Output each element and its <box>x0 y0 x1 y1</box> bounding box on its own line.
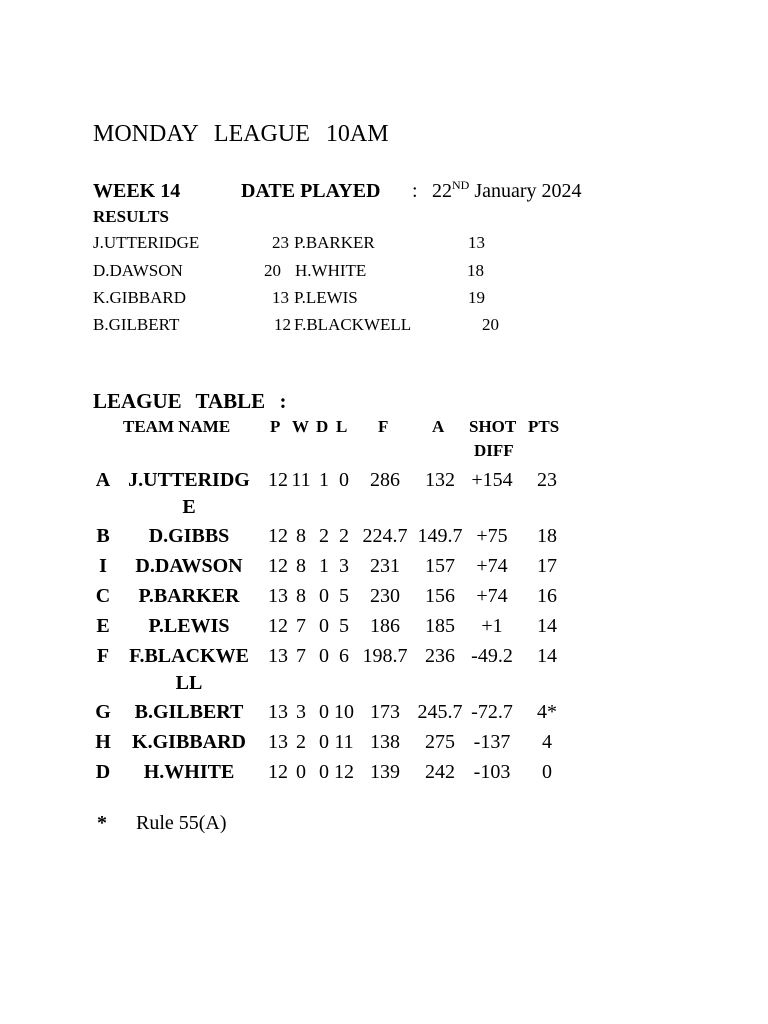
row-drawn: 0 <box>319 701 329 723</box>
row-lost: 5 <box>339 585 349 607</box>
row-shots-for: 186 <box>370 615 400 637</box>
row-shots-for: 139 <box>370 761 400 783</box>
row-shots-against: 275 <box>425 731 455 753</box>
row-position-letter: D <box>95 761 111 783</box>
row-shot-diff: +154 <box>471 469 513 491</box>
row-shot-diff: +1 <box>481 615 503 637</box>
row-won: 11 <box>291 469 311 491</box>
result-home-player: D.DAWSON <box>93 261 183 280</box>
row-shots-for: 138 <box>370 731 400 753</box>
row-drawn: 0 <box>319 761 329 783</box>
row-position-letter: G <box>95 701 111 723</box>
row-shot-diff: +75 <box>476 525 508 547</box>
row-won: 8 <box>296 555 306 577</box>
header-p: P <box>270 417 281 436</box>
row-points: 0 <box>542 761 552 783</box>
row-lost: 11 <box>334 731 354 753</box>
row-played: 12 <box>268 761 288 783</box>
row-shots-for: 231 <box>370 555 400 577</box>
footnote-text: Rule 55(A) <box>136 812 227 834</box>
date-played-label: DATE PLAYED <box>241 180 381 202</box>
result-away-player: F.BLACKWELL <box>294 315 412 334</box>
row-shots-against: 132 <box>425 469 455 491</box>
row-team-name-continued: LL <box>175 672 203 694</box>
result-home-player: K.GIBBARD <box>93 288 187 307</box>
row-team-name: P.BARKER <box>138 585 240 607</box>
row-points: 14 <box>537 645 557 667</box>
row-shot-diff: -49.2 <box>471 645 513 667</box>
row-played: 13 <box>268 645 288 667</box>
row-won: 8 <box>296 525 306 547</box>
result-home-score: 23 <box>272 233 289 252</box>
row-shots-against: 245.7 <box>417 701 463 723</box>
header-d: D <box>316 417 329 436</box>
row-points: 4 <box>542 731 552 753</box>
row-played: 12 <box>268 525 288 547</box>
row-shots-for: 286 <box>370 469 400 491</box>
header-f: F <box>378 417 389 436</box>
row-played: 12 <box>268 615 288 637</box>
row-drawn: 0 <box>319 585 329 607</box>
row-shots-against: 157 <box>425 555 455 577</box>
row-shots-for: 224.7 <box>362 525 408 547</box>
result-home-player: B.GILBERT <box>93 315 180 334</box>
row-points: 14 <box>537 615 557 637</box>
row-position-letter: B <box>96 525 110 547</box>
result-away-score: 19 <box>468 288 485 307</box>
row-shots-against: 156 <box>425 585 455 607</box>
header-w: W <box>292 417 309 436</box>
row-shots-for: 198.7 <box>362 645 408 667</box>
row-won: 7 <box>296 615 306 637</box>
header-a: A <box>432 417 445 436</box>
row-drawn: 0 <box>319 645 329 667</box>
row-team-name: K.GIBBARD <box>132 731 246 753</box>
row-team-name: J.UTTERIDG <box>128 469 250 491</box>
header-pts: PTS <box>528 417 560 436</box>
row-team-name: F.BLACKWE <box>129 645 249 667</box>
row-drawn: 2 <box>319 525 329 547</box>
row-won: 8 <box>296 585 306 607</box>
result-away-player: P.BARKER <box>294 233 375 252</box>
row-team-name: H.WHITE <box>143 761 235 783</box>
result-away-player: H.WHITE <box>295 261 367 280</box>
row-drawn: 1 <box>319 469 329 491</box>
result-away-player: P.LEWIS <box>294 288 358 307</box>
header-diff: DIFF <box>474 441 514 460</box>
row-played: 13 <box>268 731 288 753</box>
row-points: 4* <box>537 701 557 723</box>
row-won: 2 <box>296 731 306 753</box>
row-team-name: P.LEWIS <box>148 615 230 637</box>
row-lost: 2 <box>339 525 349 547</box>
row-drawn: 0 <box>319 731 329 753</box>
row-position-letter: I <box>99 555 107 577</box>
row-shots-against: 242 <box>425 761 455 783</box>
result-away-score: 20 <box>482 315 499 334</box>
row-shots-for: 230 <box>370 585 400 607</box>
page-title: MONDAY LEAGUE 10AM <box>93 121 389 147</box>
row-points: 17 <box>537 555 557 577</box>
week-label: WEEK 14 <box>93 180 181 202</box>
row-points: 18 <box>537 525 557 547</box>
row-played: 13 <box>268 585 288 607</box>
row-played: 12 <box>268 469 288 491</box>
row-lost: 6 <box>339 645 349 667</box>
row-shots-against: 236 <box>425 645 455 667</box>
row-points: 16 <box>537 585 557 607</box>
row-shot-diff: -72.7 <box>471 701 513 723</box>
row-position-letter: C <box>95 585 111 607</box>
league-table-heading: LEAGUE TABLE : <box>93 389 287 413</box>
row-points: 23 <box>537 469 557 491</box>
row-team-name-continued: E <box>182 496 196 518</box>
row-won: 0 <box>296 761 306 783</box>
row-drawn: 1 <box>319 555 329 577</box>
row-won: 7 <box>296 645 306 667</box>
row-played: 13 <box>268 701 288 723</box>
row-shots-against: 185 <box>425 615 455 637</box>
row-lost: 0 <box>339 469 349 491</box>
row-shot-diff: -103 <box>473 761 511 783</box>
row-won: 3 <box>296 701 306 723</box>
row-team-name: B.GILBERT <box>134 701 244 723</box>
row-shot-diff: +74 <box>476 555 508 577</box>
row-lost: 3 <box>339 555 349 577</box>
result-away-score: 18 <box>467 261 484 280</box>
row-lost: 5 <box>339 615 349 637</box>
footnote-marker: * <box>97 812 107 834</box>
row-shots-for: 173 <box>370 701 400 723</box>
row-shots-against: 149.7 <box>417 525 463 547</box>
row-shot-diff: +74 <box>476 585 508 607</box>
row-team-name: D.DAWSON <box>135 555 243 577</box>
row-position-letter: F <box>96 645 110 667</box>
results-heading: RESULTS <box>93 207 169 226</box>
header-shot: SHOT <box>469 417 517 436</box>
result-home-score: 20 <box>264 261 281 280</box>
row-played: 12 <box>268 555 288 577</box>
row-position-letter: E <box>96 615 110 637</box>
result-home-score: 13 <box>272 288 289 307</box>
date-played-value: 22ND January 2024 <box>432 178 582 202</box>
row-position-letter: H <box>95 731 111 753</box>
row-drawn: 0 <box>319 615 329 637</box>
result-home-player: J.UTTERIDGE <box>93 233 200 252</box>
result-home-score: 12 <box>274 315 291 334</box>
row-team-name: D.GIBBS <box>148 525 230 547</box>
date-colon: : <box>412 180 418 202</box>
row-shot-diff: -137 <box>473 731 511 753</box>
row-lost: 12 <box>334 761 354 783</box>
header-team-name: TEAM NAME <box>123 417 231 436</box>
row-position-letter: A <box>95 469 111 491</box>
row-lost: 10 <box>334 701 354 723</box>
result-away-score: 13 <box>468 233 485 252</box>
header-l: L <box>336 417 348 436</box>
